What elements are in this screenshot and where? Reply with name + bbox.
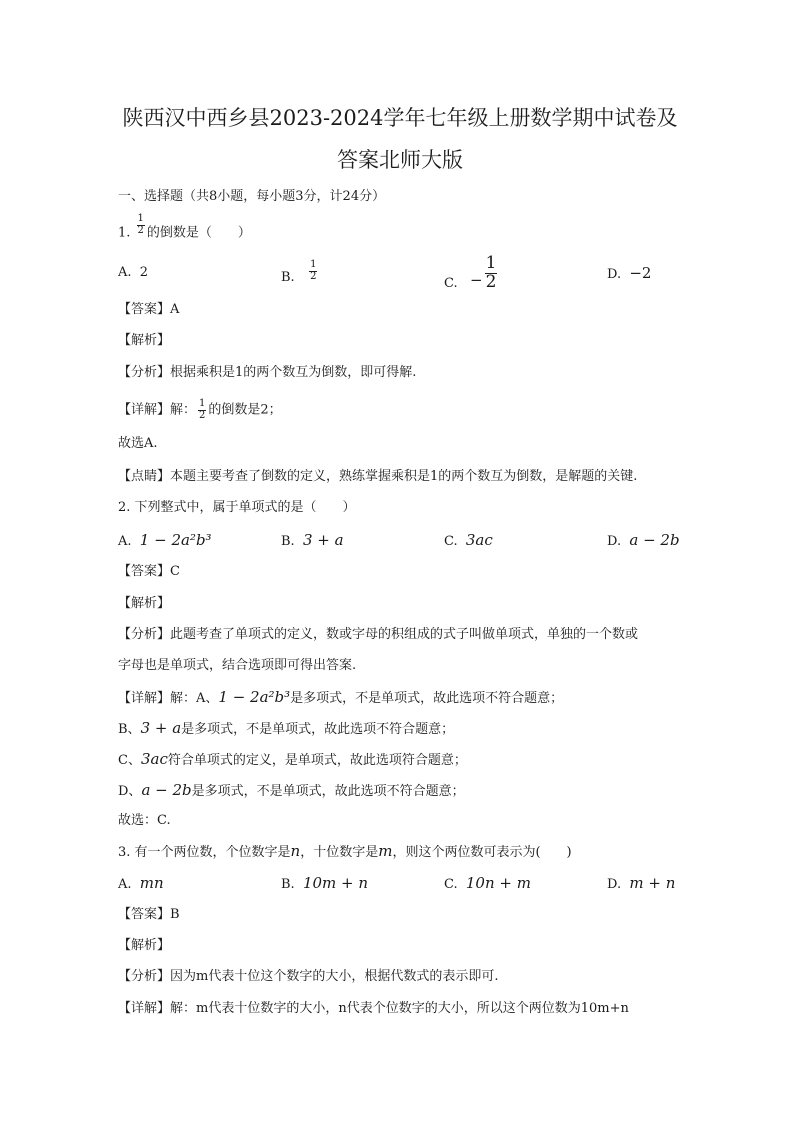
q1-answer: 【答案】A — [118, 302, 180, 317]
q1-choose: 故选A. — [118, 436, 158, 451]
document-title-line2: 答案北师大版 — [337, 148, 463, 172]
q2-analysis-label: 【解析】 — [118, 596, 171, 611]
q3-fenxi: 【分析】因为m代表十位这个数字的大小，根据代数式的表示即可. — [118, 969, 499, 984]
q2-option-a: A. 1 − 2a²b³ — [118, 531, 212, 549]
q1-dianjing: 【点睛】本题主要考查了倒数的定义，熟练掌握乘积是1的两个数互为倒数，是解题的关键. — [118, 469, 638, 484]
q3-option-d: D. m + n — [607, 874, 676, 892]
q1-fraction: $\frac{1}{2}$ — [137, 213, 144, 236]
q1-number: 1. — [118, 225, 131, 241]
q3-stem: 3. 有一个两位数，个位数字是n，十位数字是m，则这个两位数可表示为( ) — [118, 842, 572, 860]
q3-option-a: A. mn — [118, 874, 164, 892]
document-title-line1: 陕西汉中西乡县2023-2024学年七年级上册数学期中试卷及 — [122, 106, 678, 130]
q2-option-b: B. 3 + a — [281, 531, 344, 549]
q3-xiangjie: 【详解】解：m代表十位数字的大小，n代表个位数字的大小，所以这个两位数为10m+n — [118, 1001, 629, 1016]
q3-analysis-label: 【解析】 — [118, 938, 171, 953]
q1-stem — [118, 213, 251, 244]
q1-option-a: A. 2 — [118, 265, 149, 280]
q2-fenxi-line1: 【分析】此题考查了单项式的定义，数或字母的积组成的式子叫做单项式，单独的一个数或 — [118, 627, 639, 642]
q2-stem: 2. 下列整式中，属于单项式的是（ ） — [118, 500, 356, 515]
q2-detail-b: B、3 + a是多项式，不是单项式，故此选项不符合题意； — [118, 719, 455, 737]
q2-fenxi-line2: 字母也是单项式，结合选项即可得出答案. — [118, 658, 357, 673]
q2-answer: 【答案】C — [118, 564, 180, 579]
section-heading: 一、选择题（共8小题，每小题3分，计24分） — [118, 189, 386, 204]
q1-option-d: D. −2 — [607, 264, 652, 282]
q3-answer: 【答案】B — [118, 907, 180, 922]
q1-analysis-label: 【解析】 — [118, 333, 171, 348]
q2-option-d: D. a − 2b — [607, 531, 680, 549]
q1-fenxi: 【分析】根据乘积是1的两个数互为倒数，即可得解. — [118, 365, 417, 380]
q2-option-c: C. 3ac — [444, 531, 493, 549]
q2-detail-d: D、a − 2b是多项式，不是单项式，故此选项不符合题意； — [118, 781, 465, 799]
q2-choose: 故选：C. — [118, 813, 171, 828]
q2-detail-a: 【详解】解：A、1 − 2a²b³是多项式，不是单项式，故此选项不符合题意； — [118, 688, 564, 706]
q3-option-b: B. 10m + n — [281, 874, 369, 892]
q1-stem-text: 的倒数是（ ） — [146, 225, 251, 241]
q2-detail-c: C、3ac符合单项式的定义，是单项式，故此选项符合题意； — [118, 750, 467, 768]
q3-option-c: C. 10n + m — [444, 874, 531, 892]
q1-xiangjie: 【详解】解： $\frac{1}{2}$ 的倒数是2； — [118, 398, 282, 421]
q1-option-c: C. − $\frac{1}{2}$ — [444, 253, 497, 292]
q1-option-b: B. $\frac{1}{2}$ — [281, 259, 317, 285]
